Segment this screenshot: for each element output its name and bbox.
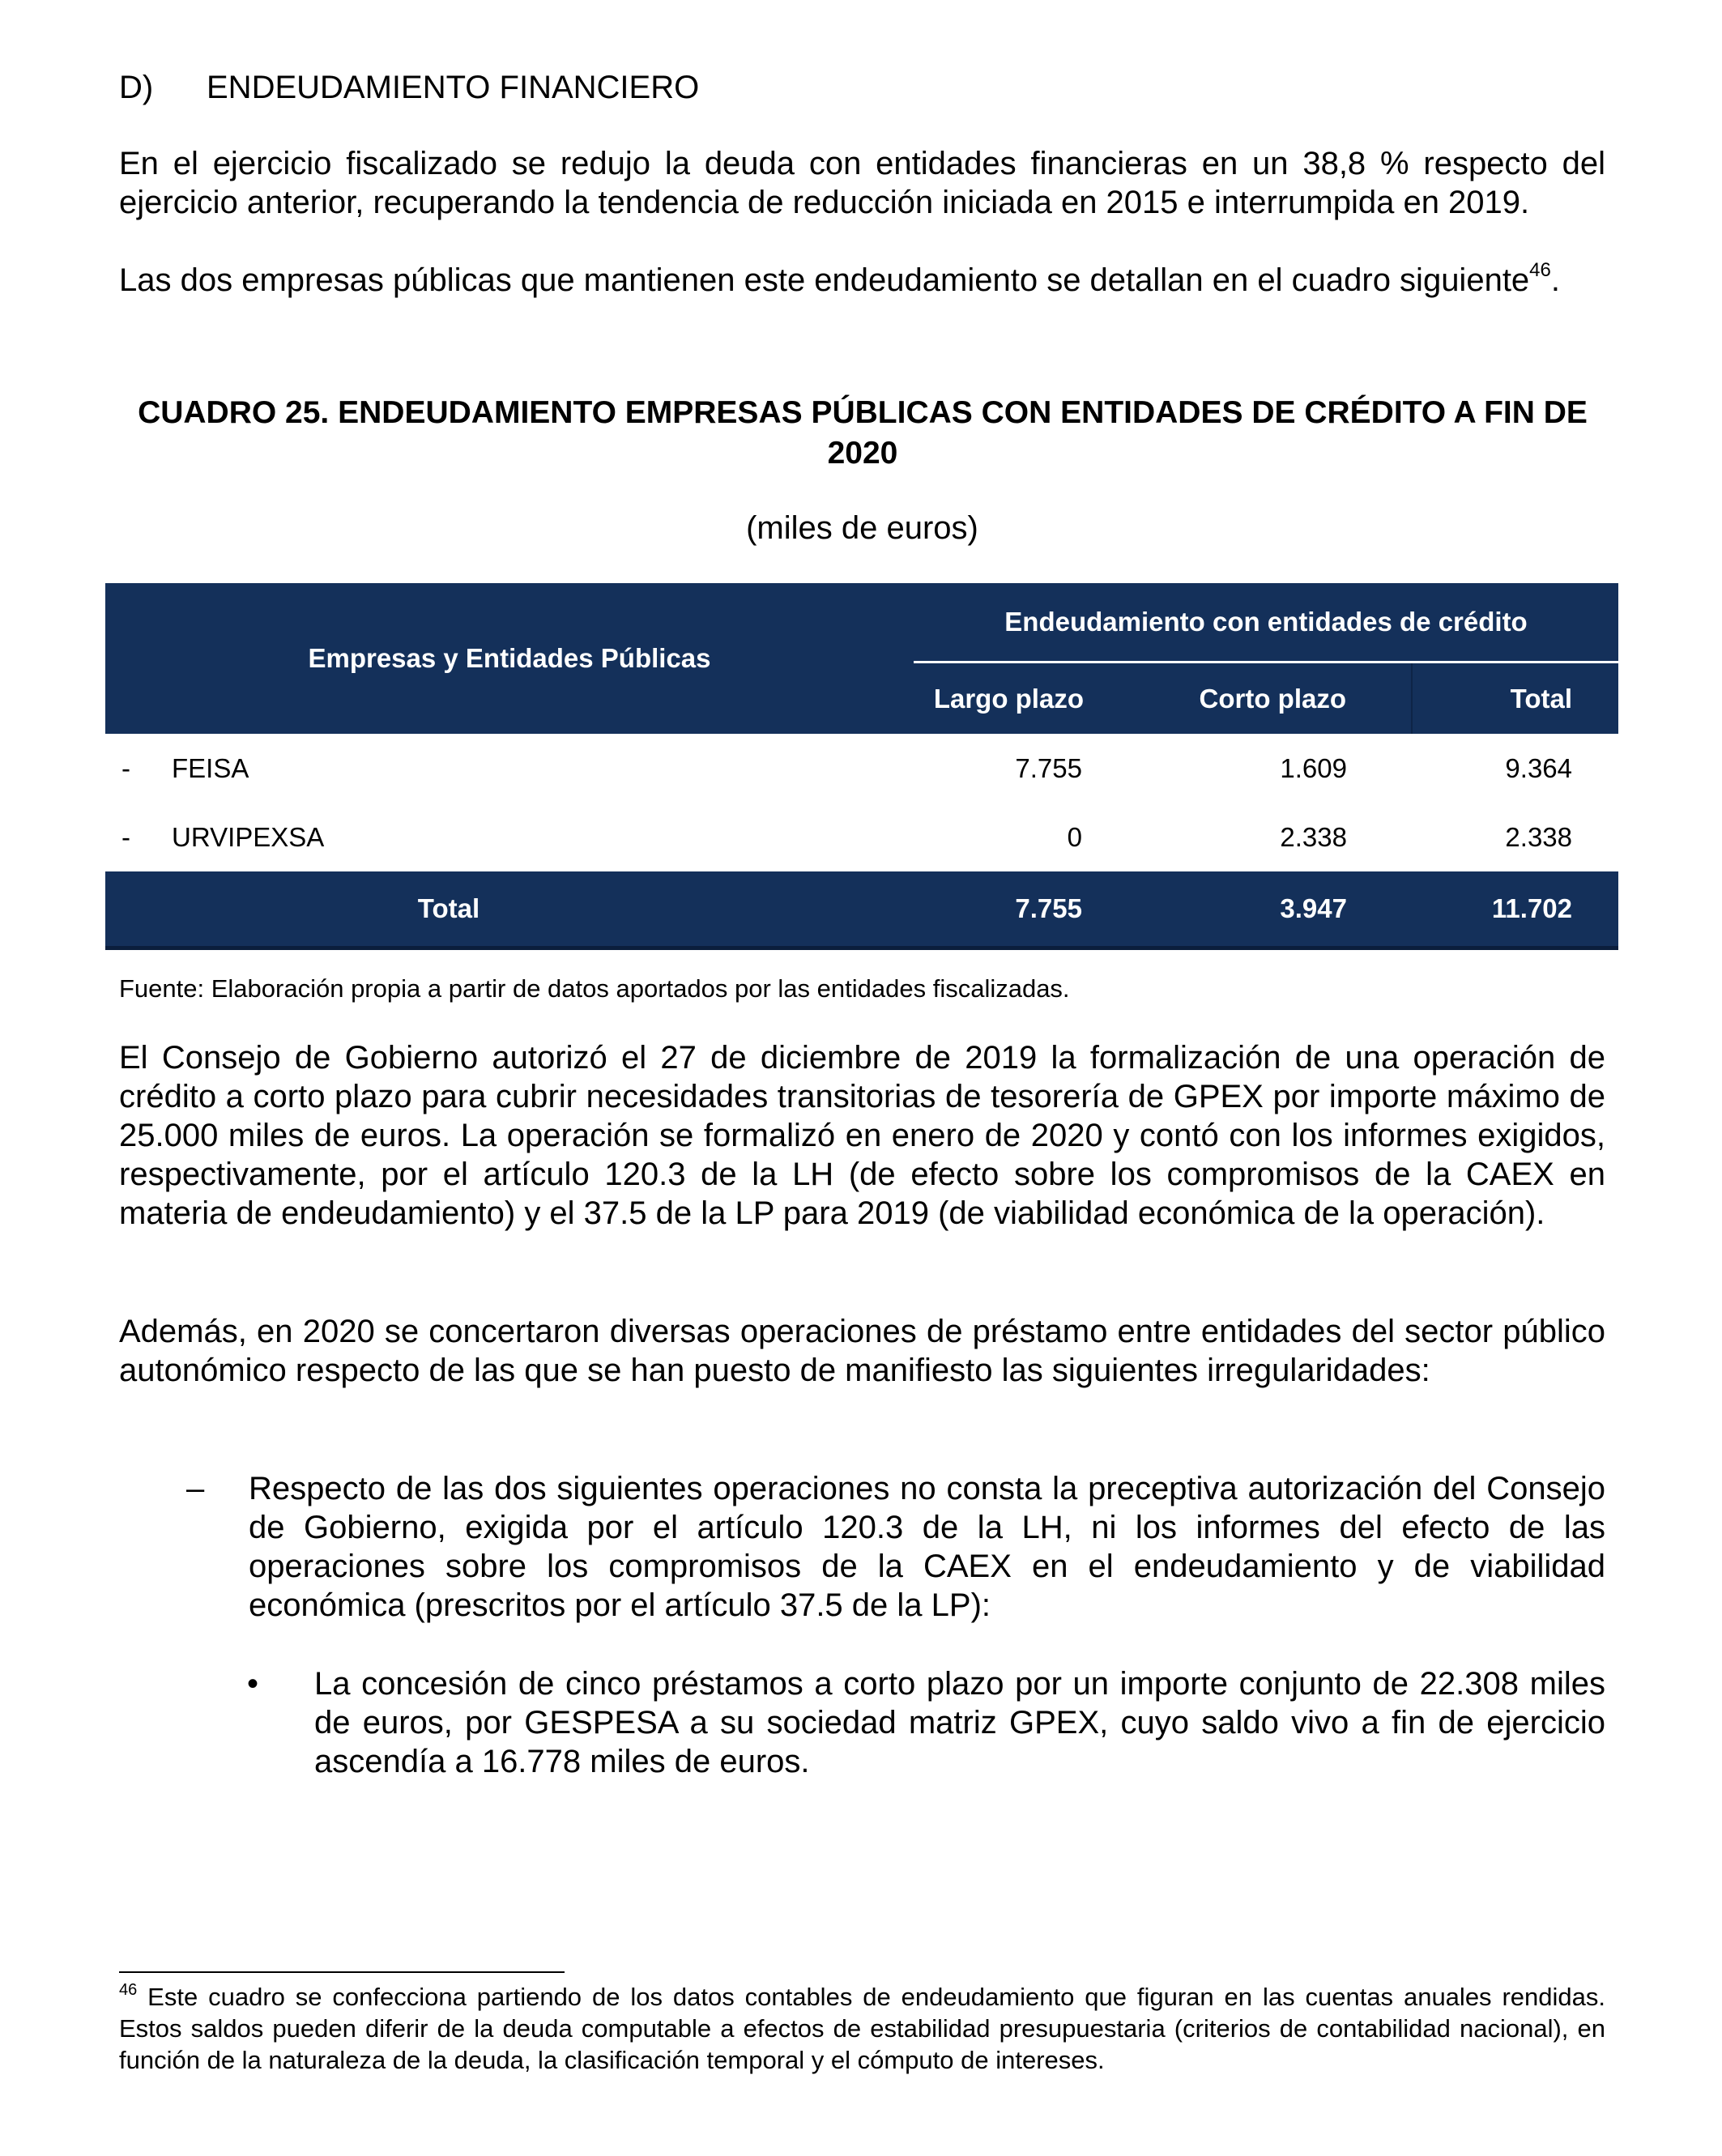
total-label: Total bbox=[105, 871, 914, 948]
paragraph-1-text: En el ejercicio fiscalizado se redujo la deuda con entidades financieras en un 38,8 % respecto del ejercicio anterior, recuperando la tendencia de reducción iniciada en 2015 e interrumpida en 2019. bbox=[119, 146, 1605, 220]
table-title bbox=[138, 393, 1588, 474]
paragraph-2-end: . bbox=[1550, 262, 1560, 298]
table-row bbox=[105, 803, 1618, 871]
total-row bbox=[105, 871, 1618, 948]
section-title: ENDEUDAMIENTO FINANCIERO bbox=[207, 70, 700, 105]
paragraph-2-text: Las dos empresas públicas que mantienen este endeudamiento se detallan en el cuadro siguiente bbox=[119, 262, 1530, 298]
footnote-reference: 46 bbox=[1529, 258, 1551, 281]
row-entity bbox=[105, 803, 914, 871]
dash-marker: – bbox=[186, 1471, 205, 1506]
row-name: FEISA bbox=[172, 752, 249, 783]
total-total: 11.702 bbox=[1412, 871, 1618, 948]
header-entities: Empresas y Entidades Públicas bbox=[105, 583, 914, 734]
row-dash: - bbox=[121, 752, 130, 783]
row-total: 9.364 bbox=[1505, 752, 1573, 783]
row-total: 2.338 bbox=[1505, 821, 1573, 852]
paragraph-4 bbox=[119, 1312, 1605, 1390]
row-largo: 0 bbox=[1067, 821, 1082, 852]
table-row bbox=[105, 734, 1618, 803]
row-corto: 1.609 bbox=[1280, 752, 1347, 783]
bullet-item bbox=[314, 1664, 1605, 1781]
table-units-text: (miles de euros) bbox=[746, 510, 978, 546]
debt-table bbox=[105, 583, 1618, 950]
paragraph-3-text: El Consejo de Gobierno autorizó el 27 de diciembre de 2019 la formalización de una operación de crédito a corto plazo para cubrir necesidades transitorias de tesorería de GPEX por importe máximo de 25.000 miles de euros. La operación se formalizó en enero de 2020 y contó con los informes exigidos, respectivamente, por el artículo 120.3 de la LH (de efecto sobre los compromisos de la CAEX en materia de endeudamiento) y el 37.5 de la LP para 2019 (de viabilidad económica de la operación). bbox=[119, 1040, 1605, 1231]
section-letter: D) bbox=[119, 70, 154, 105]
paragraph-2 bbox=[119, 258, 1605, 300]
bullet-item-text: La concesión de cinco préstamos a corto plazo por un importe conjunto de 22.308 miles de euros, por GESPESA a su sociedad matriz GPEX, cuyo saldo vivo a fin de ejercicio ascendía a 16.778 miles de euros. bbox=[314, 1666, 1605, 1779]
footnote bbox=[119, 1981, 1605, 2076]
paragraph-4-text: Además, en 2020 se concertaron diversas operaciones de préstamo entre entidades del sector público autonómico respecto de las que se han puesto de manifiesto las siguientes irregularidades: bbox=[119, 1314, 1605, 1388]
row-corto: 2.338 bbox=[1280, 821, 1347, 852]
footnote-divider bbox=[119, 1971, 565, 1973]
table-source: Fuente: Elaboración propia a partir de datos aportados por las entidades fiscalizadas. bbox=[119, 974, 1070, 1003]
row-name: URVIPEXSA bbox=[172, 821, 325, 852]
header-total: Total bbox=[1412, 663, 1618, 735]
header-largo-plazo: Largo plazo bbox=[914, 663, 1157, 735]
table-title-text: CUADRO 25. ENDEUDAMIENTO EMPRESAS PÚBLICAS CON ENTIDADES DE CRÉDITO A FIN DE 2020 bbox=[138, 395, 1588, 471]
table-units bbox=[119, 509, 1605, 548]
paragraph-1 bbox=[119, 144, 1605, 222]
paragraph-3 bbox=[119, 1038, 1605, 1233]
row-largo: 7.755 bbox=[1015, 752, 1082, 783]
footnote-text: Este cuadro se confecciona partiendo de los datos contables de endeudamiento que figuran en las cuentas anuales rendidas. Estos saldos pueden diferir de la deuda computable a efectos de estabilidad presupuestaria (criterios de contabilidad nacional), en función de la naturaleza de la deuda, la clasificación temporal y el cómputo de intereses. bbox=[119, 1983, 1605, 2074]
list-item-text: Respecto de las dos siguientes operaciones no consta la preceptiva autorización del Consejo de Gobierno, exigida por el artículo 120.3 de la LH, ni los informes del efecto de las operaciones sobre los compromisos de la CAEX en el endeudamiento y de viabilidad económica (prescritos por el artículo 37.5 de la LP): bbox=[249, 1471, 1605, 1623]
total-corto: 3.947 bbox=[1157, 871, 1412, 948]
header-corto-plazo: Corto plazo bbox=[1157, 663, 1412, 735]
total-largo: 7.755 bbox=[914, 871, 1157, 948]
row-entity bbox=[105, 734, 914, 803]
footnote-number: 46 bbox=[119, 1980, 138, 1999]
list-item bbox=[249, 1469, 1605, 1625]
bullet-marker: • bbox=[247, 1666, 259, 1702]
header-debt-group: Endeudamiento con entidades de crédito bbox=[914, 583, 1618, 663]
section-heading bbox=[119, 68, 1605, 107]
row-dash: - bbox=[121, 821, 130, 852]
